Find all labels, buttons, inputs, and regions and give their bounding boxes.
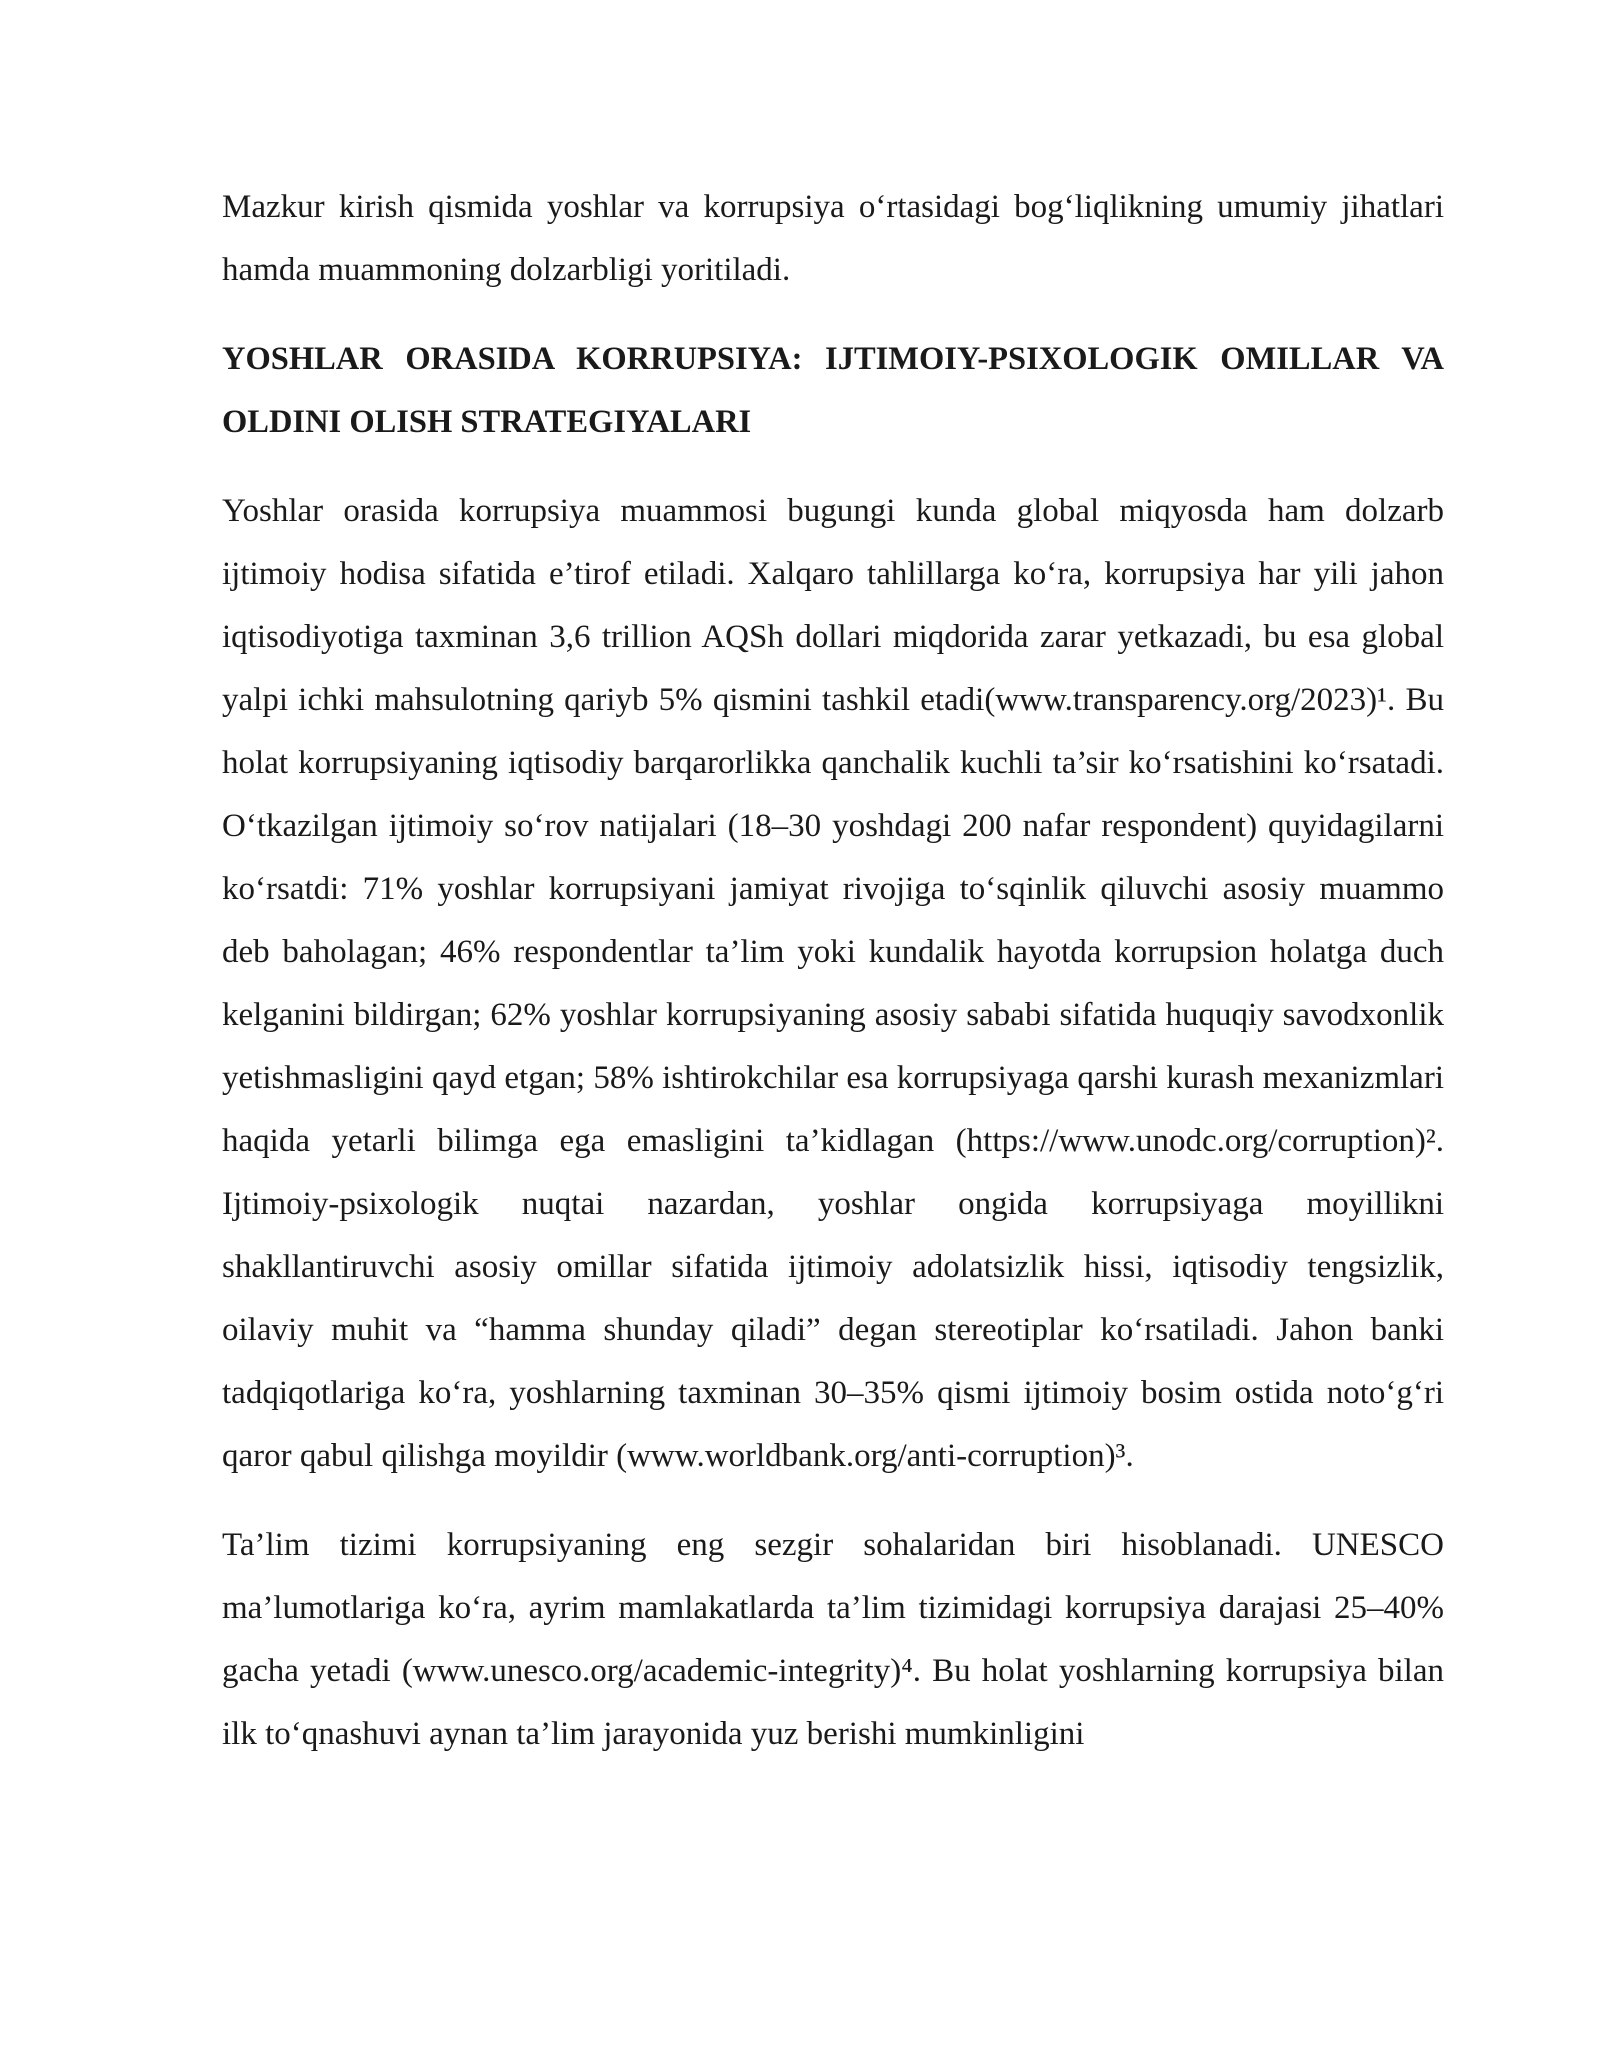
body-paragraph-1: Yoshlar orasida korrupsiya muammosi bugungi kunda global miqyosda ham dolzarb ijtimoiy hodisa sifatida e’tirof etiladi. Xalqaro tahlillarga koʻra, korrupsiya har yili jahon iqtisodiyotiga taxminan 3,6 trillion AQSh dollari miqdorida zarar yetkazadi, bu esa global yalpi ichki mahsulotning qariyb 5% qismini tashkil etadi(www.transparency.org/2023)¹. Bu holat korrupsiyaning iqtisodiy barqarorlikka qanchalik kuchli ta’sir koʻrsatishini koʻrsatadi. Oʻtkazilgan ijtimoiy soʻrov natijalari (18–30 yoshdagi 200 nafar respondent) quyidagilarni koʻrsatdi: 71% yoshlar korrupsiyani jamiyat rivojiga toʻsqinlik qiluvchi asosiy muammo deb baholagan; 46% respondentlar ta’lim yoki kundalik hayotda korrupsion holatga duch kelganini bildirgan; 62% yoshlar korrupsiyaning asosiy sababi sifatida huquqiy savodxonlik yetishmasligini qayd etgan; 58% ishtirokchilar esa korrupsiyaga qarshi kurash mexanizmlari haqida yetarli bilimga ega emasligini ta’kidlagan (https://www.unodc.org/corruption)². Ijtimoiy-psixologik nuqtai nazardan, yoshlar ongida korrupsiyaga moyillikni shakllantiruvchi asosiy omillar sifatida ijtimoiy adolatsizlik hissi, iqtisodiy tengsizlik, oilaviy muhit va “hamma shunday qiladi” degan stereotiplar koʻrsatiladi. Jahon banki tadqiqotlariga koʻra, yoshlarning taxminan 30–35% qismi ijtimoiy bosim ostida notoʻgʻri qaror qabul qilishga moyildir (www.worldbank.org/anti-corruption)³.	[222, 493, 1444, 1474]
body-paragraph-2: Ta’lim tizimi korrupsiyaning eng sezgir sohalaridan biri hisoblanadi. UNESCO ma’lumotlariga koʻra, ayrim mamlakatlarda ta’lim tizimidagi korrupsiya darajasi 25–40% gacha yetadi (www.unesco.org/academic-integrity)⁴. Bu holat yoshlarning korrupsiya bilan ilk toʻqnashuvi aynan ta’lim jarayonida yuz berishi mumkinligini	[222, 1527, 1444, 1752]
document-page	[222, 176, 1444, 1792]
section-heading: YOSHLAR ORASIDA KORRUPSIYA: IJTIMOIY-PSIXOLOGIK OMILLAR VA OLDINI OLISH STRATEGIYALARI	[222, 341, 1444, 440]
intro-paragraph: Mazkur kirish qismida yoshlar va korrupsiya oʻrtasidagi bogʻliqlikning umumiy jihatlari hamda muammoning dolzarbligi yoritiladi.	[222, 189, 1444, 288]
